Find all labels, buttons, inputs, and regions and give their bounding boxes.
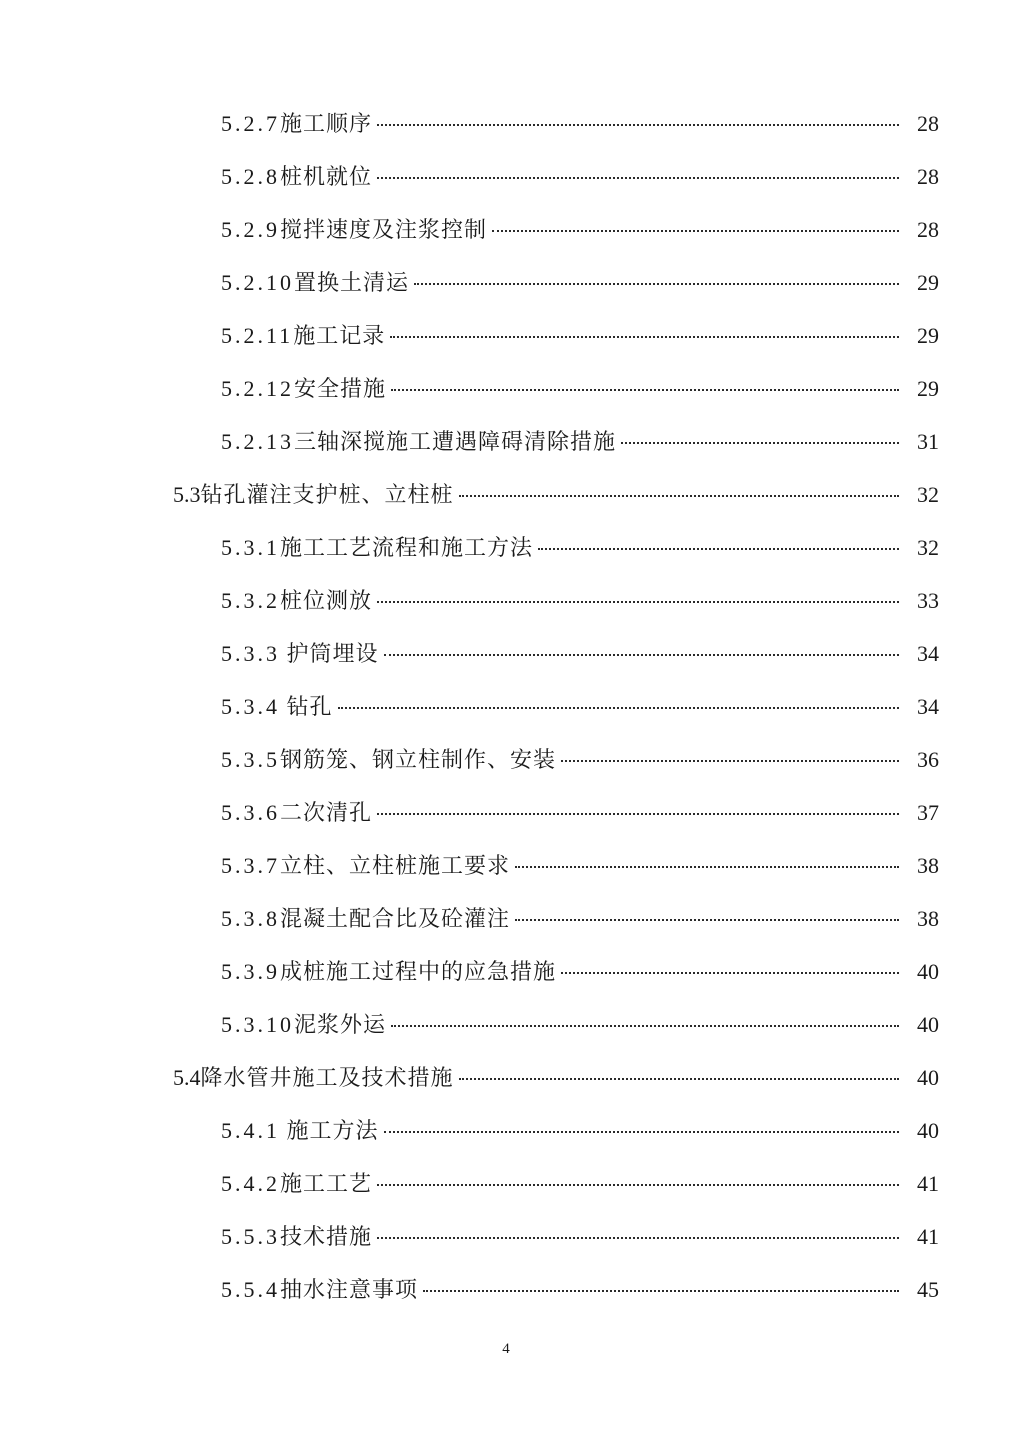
toc-leader-dots xyxy=(377,813,899,815)
toc-entry[interactable] xyxy=(0,362,1012,415)
table-of-contents xyxy=(0,97,1012,1316)
toc-leader-dots xyxy=(621,442,899,444)
page-number: 4 xyxy=(502,1341,510,1357)
page-footer xyxy=(0,1341,1012,1358)
toc-entry[interactable] xyxy=(0,203,1012,256)
toc-entry[interactable] xyxy=(0,309,1012,362)
toc-leader-dots xyxy=(423,1290,899,1292)
toc-entry-page: 33 xyxy=(917,588,939,613)
toc-entry-number: 5.3.2 xyxy=(221,588,280,613)
toc-entry-title: 钻孔灌注支护桩、立柱桩 xyxy=(200,482,454,507)
toc-entry[interactable] xyxy=(0,733,1012,786)
toc-entry-title: 降水管井施工及技术措施 xyxy=(200,1065,454,1090)
toc-entry[interactable] xyxy=(0,839,1012,892)
toc-leader-dots xyxy=(414,283,899,285)
toc-entry-title: 护筒埋设 xyxy=(280,641,379,666)
toc-entry[interactable] xyxy=(0,150,1012,203)
toc-leader-dots xyxy=(515,866,899,868)
toc-entry-number: 5.2.9 xyxy=(221,217,280,242)
toc-entry[interactable] xyxy=(0,1210,1012,1263)
toc-entry-page: 45 xyxy=(917,1277,939,1302)
toc-entry-number: 5.3.8 xyxy=(221,906,280,931)
toc-entry-title: 钢筋笼、钢立柱制作、安装 xyxy=(280,747,557,772)
toc-entry[interactable] xyxy=(0,892,1012,945)
toc-entry-page: 40 xyxy=(917,1118,939,1143)
toc-entry-number: 5.3.1 xyxy=(221,535,280,560)
toc-entry-title: 二次清孔 xyxy=(280,800,373,825)
toc-entry-title: 三轴深搅施工遭遇障碍清除措施 xyxy=(294,429,617,454)
toc-entry-page: 40 xyxy=(917,1012,939,1037)
toc-entry-number: 5.3.10 xyxy=(221,1012,294,1037)
toc-leader-dots xyxy=(459,495,899,497)
toc-entry-number: 5.3.3 xyxy=(221,641,280,666)
toc-leader-dots xyxy=(384,1131,899,1133)
toc-entry-page: 37 xyxy=(917,800,939,825)
toc-entry-number: 5.5.4 xyxy=(221,1277,280,1302)
toc-entry[interactable] xyxy=(0,256,1012,309)
toc-entry-page: 29 xyxy=(917,270,939,295)
toc-entry-page: 40 xyxy=(917,959,939,984)
toc-entry-title: 安全措施 xyxy=(294,376,387,401)
toc-entry-number: 5.3.7 xyxy=(221,853,280,878)
toc-leader-dots xyxy=(377,1184,899,1186)
toc-entry-page: 28 xyxy=(917,217,939,242)
toc-entry[interactable] xyxy=(0,998,1012,1051)
toc-entry-number: 5.2.13 xyxy=(221,429,294,454)
toc-entry-title: 施工工艺 xyxy=(280,1171,373,1196)
toc-entry-number: 5.3.6 xyxy=(221,800,280,825)
toc-entry-number: 5.3 xyxy=(173,482,201,507)
toc-entry[interactable] xyxy=(0,1263,1012,1316)
toc-entry-title: 技术措施 xyxy=(280,1224,373,1249)
toc-entry-number: 5.3.9 xyxy=(221,959,280,984)
toc-entry[interactable] xyxy=(0,680,1012,733)
toc-entry-page: 32 xyxy=(917,482,939,507)
toc-entry-number: 5.4.1 xyxy=(221,1118,280,1143)
toc-leader-dots xyxy=(377,124,899,126)
toc-entry-number: 5.2.12 xyxy=(221,376,294,401)
toc-entry[interactable] xyxy=(0,786,1012,839)
toc-leader-dots xyxy=(391,389,899,391)
toc-entry-title: 成桩施工过程中的应急措施 xyxy=(280,959,557,984)
toc-entry-page: 41 xyxy=(917,1224,939,1249)
toc-entry-title: 搅拌速度及注浆控制 xyxy=(280,217,488,242)
toc-entry-page: 32 xyxy=(917,535,939,560)
toc-entry-number: 5.2.7 xyxy=(221,111,280,136)
toc-entry-page: 28 xyxy=(917,111,939,136)
toc-entry-title: 施工顺序 xyxy=(280,111,373,136)
toc-entry-title: 泥浆外运 xyxy=(294,1012,387,1037)
toc-entry-number: 5.3.5 xyxy=(221,747,280,772)
toc-entry-number: 5.5.3 xyxy=(221,1224,280,1249)
toc-entry[interactable] xyxy=(0,574,1012,627)
toc-entry-number: 5.4 xyxy=(173,1065,201,1090)
toc-entry-number: 5.3.4 xyxy=(221,694,280,719)
toc-section-entry[interactable] xyxy=(0,468,1012,521)
toc-entry[interactable] xyxy=(0,97,1012,150)
toc-entry-page: 38 xyxy=(917,853,939,878)
toc-leader-dots xyxy=(561,972,899,974)
toc-leader-dots xyxy=(538,548,899,550)
toc-entry-title: 桩位测放 xyxy=(280,588,373,613)
toc-leader-dots xyxy=(515,919,899,921)
toc-entry-page: 38 xyxy=(917,906,939,931)
toc-entry-title: 混凝土配合比及砼灌注 xyxy=(280,906,511,931)
toc-entry-title: 抽水注意事项 xyxy=(280,1277,419,1302)
toc-entry-title: 施工方法 xyxy=(280,1118,379,1143)
toc-entry-title: 施工记录 xyxy=(293,323,386,348)
toc-entry[interactable] xyxy=(0,415,1012,468)
toc-entry[interactable] xyxy=(0,521,1012,574)
toc-leader-dots xyxy=(391,1025,899,1027)
toc-entry-title: 钻孔 xyxy=(280,694,333,719)
toc-entry-page: 40 xyxy=(917,1065,939,1090)
toc-leader-dots xyxy=(377,1237,899,1239)
toc-entry-title: 置换土清运 xyxy=(294,270,410,295)
toc-entry-number: 5.4.2 xyxy=(221,1171,280,1196)
toc-leader-dots xyxy=(384,654,899,656)
toc-entry[interactable] xyxy=(0,627,1012,680)
toc-leader-dots xyxy=(492,230,899,232)
toc-entry-page: 29 xyxy=(917,323,939,348)
toc-entry-page: 31 xyxy=(917,429,939,454)
toc-leader-dots xyxy=(377,601,899,603)
toc-entry-number: 5.2.8 xyxy=(221,164,280,189)
toc-section-entry[interactable] xyxy=(0,1051,1012,1104)
toc-entry[interactable] xyxy=(0,1104,1012,1157)
toc-entry[interactable] xyxy=(0,945,1012,998)
toc-leader-dots xyxy=(459,1078,899,1080)
toc-entry-page: 34 xyxy=(917,641,939,666)
toc-leader-dots xyxy=(377,177,899,179)
toc-entry-title: 桩机就位 xyxy=(280,164,373,189)
toc-entry-title: 施工工艺流程和施工方法 xyxy=(280,535,534,560)
toc-leader-dots xyxy=(390,336,899,338)
toc-entry-title: 立柱、立柱桩施工要求 xyxy=(280,853,511,878)
toc-entry-page: 28 xyxy=(917,164,939,189)
toc-entry-page: 29 xyxy=(917,376,939,401)
toc-entry-page: 41 xyxy=(917,1171,939,1196)
toc-entry[interactable] xyxy=(0,1157,1012,1210)
toc-entry-page: 36 xyxy=(917,747,939,772)
toc-entry-page: 34 xyxy=(917,694,939,719)
toc-leader-dots xyxy=(338,707,899,709)
toc-leader-dots xyxy=(561,760,899,762)
toc-entry-number: 5.2.10 xyxy=(221,270,294,295)
toc-entry-number: 5.2.11 xyxy=(221,323,294,348)
